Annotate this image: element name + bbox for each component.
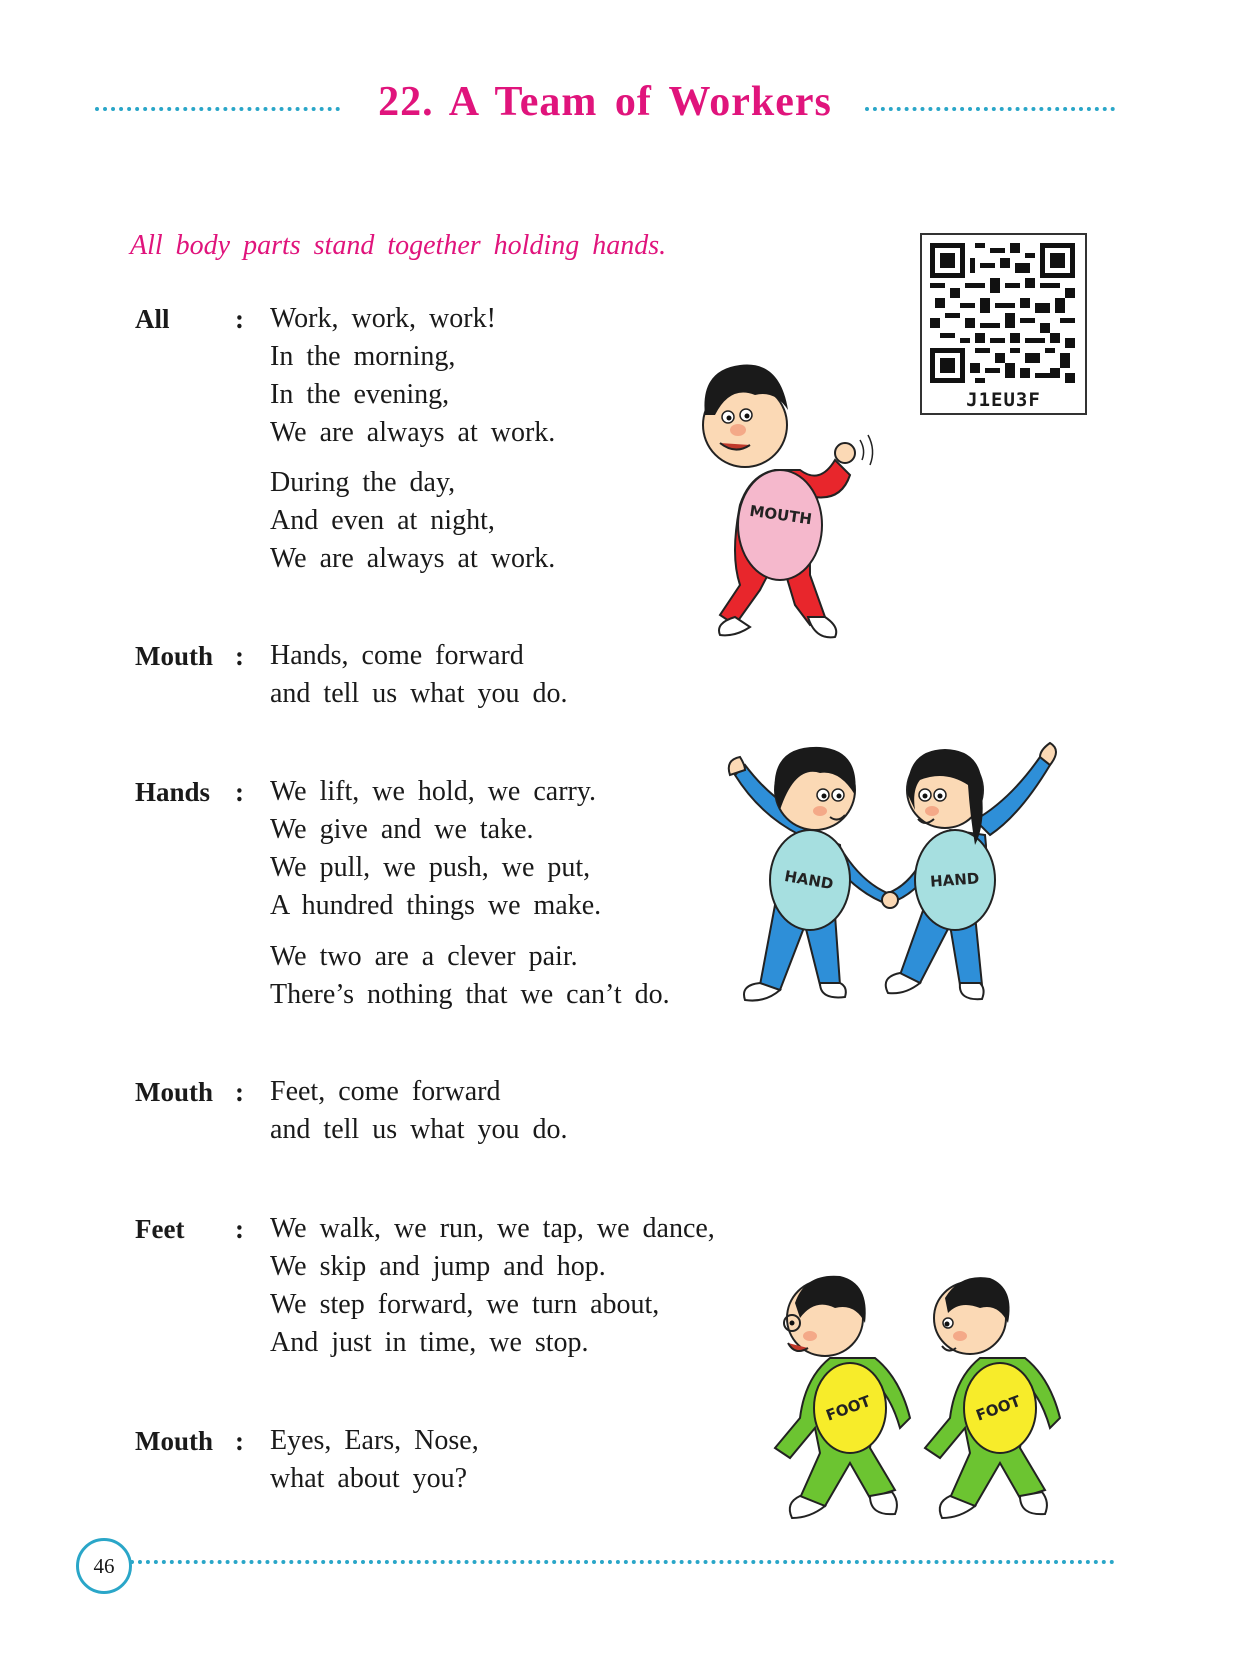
poem-line: We lift, we hold, we carry. bbox=[270, 776, 597, 807]
poem-line: what about you? bbox=[270, 1463, 468, 1494]
poem-line: We are always at work. bbox=[270, 543, 556, 574]
poem-line: We pull, we push, we put, bbox=[270, 852, 591, 883]
poem-line: and tell us what you do. bbox=[270, 1114, 568, 1145]
page-number: 46 bbox=[76, 1538, 132, 1594]
hand-badge-label-left: HAND bbox=[783, 866, 835, 894]
speaker-colon: : bbox=[235, 1077, 244, 1107]
foot-badge-label-left: FOOT bbox=[823, 1391, 873, 1425]
speaker-colon: : bbox=[235, 1214, 244, 1244]
poem-line: We are always at work. bbox=[270, 417, 556, 448]
qr-icon bbox=[930, 243, 1075, 383]
poem-line: We step forward, we turn about, bbox=[270, 1289, 660, 1320]
speaker-colon: : bbox=[235, 777, 244, 807]
title-row bbox=[95, 78, 1115, 138]
stanza bbox=[270, 637, 568, 713]
poem-line: We give and we take. bbox=[270, 814, 534, 845]
footer-dots bbox=[130, 1560, 1115, 1564]
hand-badge-label-right: HAND bbox=[929, 869, 980, 891]
poem-line: A hundred things we make. bbox=[270, 890, 602, 921]
poem-line: Hands, come forward bbox=[270, 640, 524, 671]
poem-line: And even at night, bbox=[270, 505, 495, 536]
poem-line: During the day, bbox=[270, 467, 456, 498]
speaker-colon: : bbox=[235, 1426, 244, 1456]
hands-characters-illustration bbox=[720, 735, 1080, 1025]
poem-line: There’s nothing that we can’t do. bbox=[270, 979, 670, 1010]
poem-line: In the morning, bbox=[270, 341, 456, 372]
stanza bbox=[270, 1073, 568, 1149]
speaker-all: All bbox=[135, 304, 170, 334]
speaker-mouth: Mouth bbox=[135, 1426, 214, 1456]
poem-line: Eyes, Ears, Nose, bbox=[270, 1425, 479, 1456]
mouth-character-illustration bbox=[680, 355, 900, 645]
stage-instruction: All body parts stand together holding hands. bbox=[130, 230, 667, 261]
stanza bbox=[270, 938, 670, 1014]
poem-line: Work, work, work! bbox=[270, 303, 496, 334]
stanza bbox=[270, 1210, 715, 1362]
poem-line: In the evening, bbox=[270, 379, 450, 410]
speaker-colon: : bbox=[235, 641, 244, 671]
speaker-mouth: Mouth bbox=[135, 641, 214, 671]
page-title: 22. A Team of Workers bbox=[378, 79, 832, 125]
title-dots-left bbox=[95, 107, 340, 111]
qr-code-label: J1EU3F bbox=[966, 389, 1041, 411]
stanza bbox=[270, 1422, 479, 1498]
stanza bbox=[270, 464, 555, 578]
poem-line: We two are a clever pair. bbox=[270, 941, 578, 972]
stanza bbox=[270, 773, 601, 925]
title-dots-right bbox=[865, 107, 1115, 111]
speaker-hands: Hands bbox=[135, 777, 211, 807]
stanza bbox=[270, 300, 555, 452]
poem-line: Feet, come forward bbox=[270, 1076, 501, 1107]
speaker-feet: Feet bbox=[135, 1214, 185, 1244]
poem-line: We walk, we run, we tap, we dance, bbox=[270, 1213, 715, 1244]
speaker-mouth: Mouth bbox=[135, 1077, 214, 1107]
feet-characters-illustration bbox=[770, 1268, 1100, 1538]
mouth-badge-label: MOUTH bbox=[748, 501, 813, 529]
speaker-colon: : bbox=[235, 304, 244, 334]
poem-line: and tell us what you do. bbox=[270, 678, 568, 709]
qr-code[interactable] bbox=[920, 233, 1087, 415]
poem-line: We skip and jump and hop. bbox=[270, 1251, 606, 1282]
foot-badge-label-right: FOOT bbox=[973, 1391, 1023, 1425]
poem-line: And just in time, we stop. bbox=[270, 1327, 589, 1358]
